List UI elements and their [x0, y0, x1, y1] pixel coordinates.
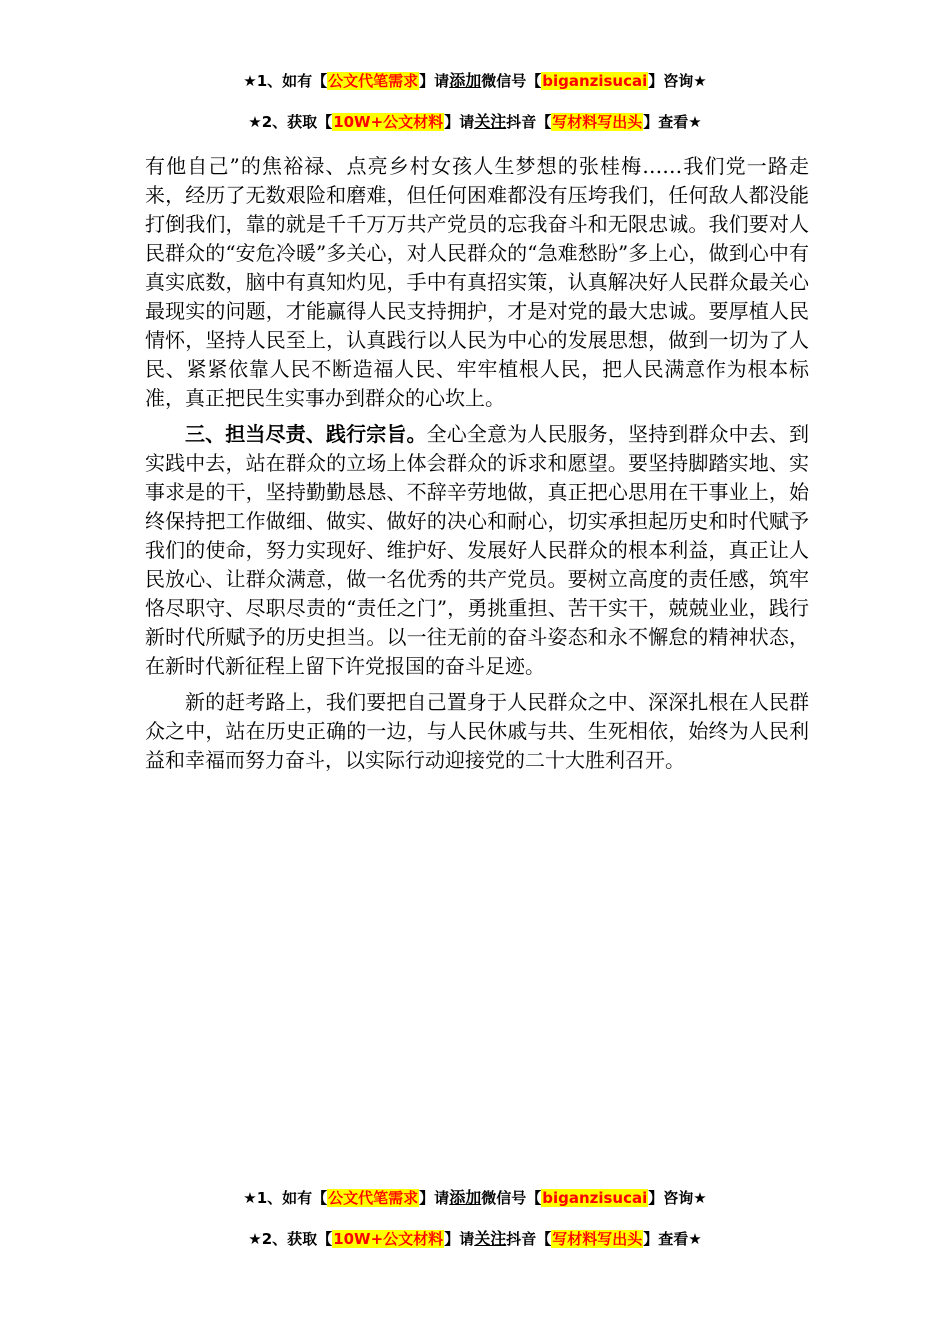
banner-text: 】查看★ — [643, 1230, 702, 1248]
body-paragraph-2 — [145, 420, 809, 681]
underlined-action: 添加 — [449, 1188, 482, 1207]
banner-text: ★1、如有【 — [243, 1189, 328, 1207]
banner-text: 微信号【 — [481, 72, 542, 90]
banner-text: 】咨询★ — [648, 72, 707, 90]
banner-text: 微信号【 — [481, 1189, 542, 1207]
highlight-wechat-id: biganzisucai — [542, 72, 648, 90]
banner-text: ★2、获取【 — [248, 113, 333, 131]
banner-text: 】请 — [419, 72, 450, 90]
banner-text: ★1、如有【 — [243, 72, 328, 90]
body-paragraph-1: 有他自己”的焦裕禄、点亮乡村女孩人生梦想的张桂梅……我们党一路走来，经历了无数艰险和磨难，但任何困难都没有压垮我们，任何敌人都没能打倒我们，靠的就是千千万万共产党员的忘我奋斗和无限忠诚。我们要对人民群众的“安危冷暖”多关心，对人民群众的“急难愁盼”多上心，做到心中有真实底数，脑中有真知灼见，手中有真招实策，认真解决好人民群众最关心最现实的问题，才能赢得人民支持拥护，才是对党的最大忠诚。要厚植人民情怀，坚持人民至上，认真践行以人民为中心的发展思想，做到一切为了人民、紧紧依靠人民不断造福人民、牢牢植根人民，把人民满意作为根本标准，真正把民生实事办到群众的心坎上。 — [145, 154, 809, 410]
banner-text: 抖音【 — [506, 113, 552, 131]
footer-banner-line-1 — [0, 1187, 950, 1209]
header-banner-line-1 — [0, 70, 950, 92]
header-banner-line-2 — [0, 111, 950, 133]
highlight-materials: 10W+公文材料 — [333, 1230, 444, 1248]
document-body — [145, 152, 809, 782]
highlight-douyin-account: 写材料写出头 — [552, 1230, 643, 1248]
highlight-service: 公文代笔需求 — [328, 72, 419, 90]
highlight-service: 公文代笔需求 — [328, 1189, 419, 1207]
section-heading: 三、担当尽责、践行宗旨。 — [185, 422, 427, 446]
body-paragraph-3: 新的赶考路上，我们要把自己置身于人民群众之中、深深扎根在人民群众之中，站在历史正确的一边，与人民休戚与共、生死相依，始终为人民利益和幸福而努力奋斗，以实际行动迎接党的二十大胜利召开。 — [145, 690, 809, 772]
section-text: 全心全意为人民服务，坚持到群众中去、到实践中去，站在群众的立场上体会群众的诉求和愿望。要坚持脚踏实地、实事求是的干，坚持勤勤恳恳、不辞辛劳地做，真正把心思用在干事业上，始终保持把工作做细、做实、做好的决心和耐心，切实承担起历史和时代赋予我们的使命，努力实现好、维护好、发展好人民群众的根本利益，真正让人民放心、让群众满意，做一名优秀的共产党员。要树立高度的责任感，筑牢恪尽职守、尽职尽责的“责任之门”，勇挑重担、苦干实干，兢兢业业，践行新时代所赋予的历史担当。以一往无前的奋斗姿态和永不懈怠的精神状态，在新时代新征程上留下许党报国的奋斗足迹。 — [145, 422, 810, 678]
underlined-action: 关注 — [474, 112, 507, 131]
highlight-wechat-id: biganzisucai — [542, 1189, 648, 1207]
banner-text: 】请 — [419, 1189, 450, 1207]
highlight-douyin-account: 写材料写出头 — [552, 113, 643, 131]
banner-text: 】查看★ — [643, 113, 702, 131]
highlight-materials: 10W+公文材料 — [333, 113, 444, 131]
banner-text: 抖音【 — [506, 1230, 552, 1248]
banner-text: ★2、获取【 — [248, 1230, 333, 1248]
footer-banner-line-2 — [0, 1228, 950, 1250]
banner-text: 】请 — [444, 1230, 475, 1248]
banner-text: 】咨询★ — [648, 1189, 707, 1207]
underlined-action: 关注 — [474, 1229, 507, 1248]
underlined-action: 添加 — [449, 71, 482, 90]
banner-text: 】请 — [444, 113, 475, 131]
